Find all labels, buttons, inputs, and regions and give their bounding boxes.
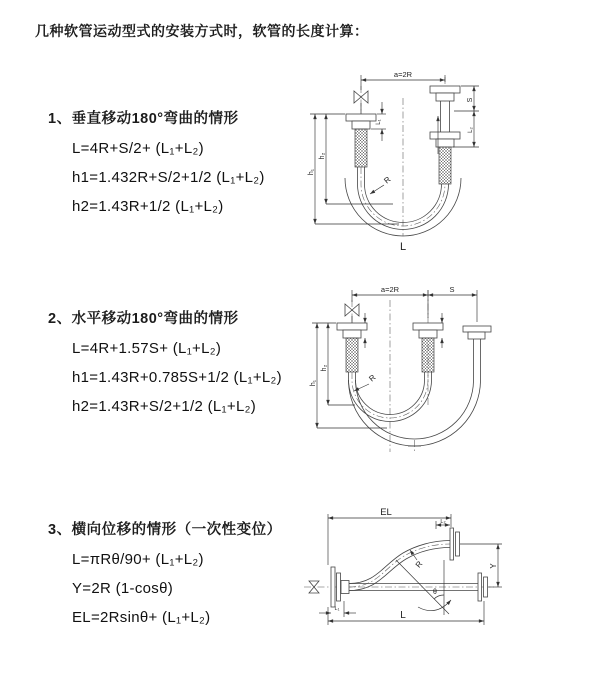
dim-l1-label: L₁ — [334, 606, 340, 612]
centerlines — [361, 77, 445, 236]
dim-h1-label: h₁ — [308, 168, 315, 176]
upper-right-flange — [450, 528, 460, 560]
formula-h1: h1=1.43R+0.785S+1/2 (L₁+L₂) — [72, 369, 282, 386]
formula-h2: h2=1.43R+1/2 (L₁+L₂) — [72, 198, 224, 215]
formula-h1: h1=1.432R+S/2+1/2 (L₁+L₂) — [72, 169, 265, 186]
radius-callout — [354, 373, 378, 391]
dim-a-label: a=2R — [380, 285, 400, 294]
radius-label: R — [382, 174, 393, 186]
section-horizontal-bend — [48, 310, 282, 416]
dim-l1-label: L₁ — [376, 119, 382, 125]
formula-y: Y=2R (1-cosθ) — [72, 580, 174, 597]
section-2-heading: 2、水平移动180°弯曲的情形 — [48, 311, 239, 327]
radius-label: R — [413, 559, 425, 570]
horizontal-bend-drawing — [295, 280, 595, 468]
left-flange — [331, 567, 349, 607]
dim-s-label: S — [467, 97, 474, 103]
radius-callout — [370, 175, 393, 194]
right-pipe-fitting — [430, 86, 460, 184]
dimension-a-2r-and-s — [352, 285, 477, 322]
formula-el: EL=2Rsinθ+ (L₁+L₂) — [72, 609, 211, 626]
angle-theta-label: θ — [433, 589, 437, 596]
length-label: L — [399, 241, 407, 253]
angle-theta-construction — [396, 560, 451, 615]
dim-el-label: EL — [380, 507, 392, 518]
s-curve-hose — [349, 541, 450, 591]
section-1-heading: 1、垂直移动180°弯曲的情形 — [48, 111, 239, 127]
section-lateral-offset — [48, 521, 282, 627]
formula-length: L=πRθ/90+ (L₁+L₂) — [72, 551, 204, 568]
formula-h2: h2=1.43R+S/2+1/2 (L₁+L₂) — [72, 398, 257, 415]
dimension-l2 — [436, 519, 450, 529]
dim-l2-label: L₂ — [468, 127, 474, 133]
formula-length: L=4R+S/2+ (L₁+L₂) — [72, 140, 204, 157]
section-3-heading: 3、横向位移的情形（一次性变位） — [48, 522, 282, 538]
dim-y-label: Y — [489, 563, 498, 569]
dim-l-label: L — [400, 610, 406, 621]
left-pipe-fitting — [346, 114, 376, 167]
dimension-el — [328, 507, 451, 565]
page-title: 几种软管运动型式的安装方式时，软管的长度计算： — [35, 23, 369, 39]
displaced-pipe-fitting — [463, 326, 491, 339]
middle-pipe-fitting — [413, 323, 443, 372]
dim-h2-label: h₂ — [319, 152, 326, 160]
formula-length: L=4R+1.57S+ (L₁+L₂) — [72, 340, 222, 357]
lateral-offset-drawing — [298, 503, 513, 653]
dim-a-label: a=2R — [393, 70, 413, 79]
dim-l2-label: L₂ — [440, 519, 446, 525]
dimension-l1 — [319, 601, 356, 617]
dim-s-label: S — [449, 285, 455, 294]
radius-callout — [410, 550, 425, 569]
section-vertical-bend — [48, 110, 265, 216]
radius-label: R — [367, 372, 378, 384]
vertical-bend-drawing — [293, 64, 593, 259]
dimension-l1 — [371, 102, 386, 141]
dim-h2-label: h₂ — [321, 364, 328, 372]
dimension-h1-h2 — [308, 114, 399, 224]
dim-h1-label: h₁ — [310, 379, 317, 387]
left-pipe-fitting — [337, 323, 367, 372]
hose-displaced-position — [349, 339, 481, 452]
